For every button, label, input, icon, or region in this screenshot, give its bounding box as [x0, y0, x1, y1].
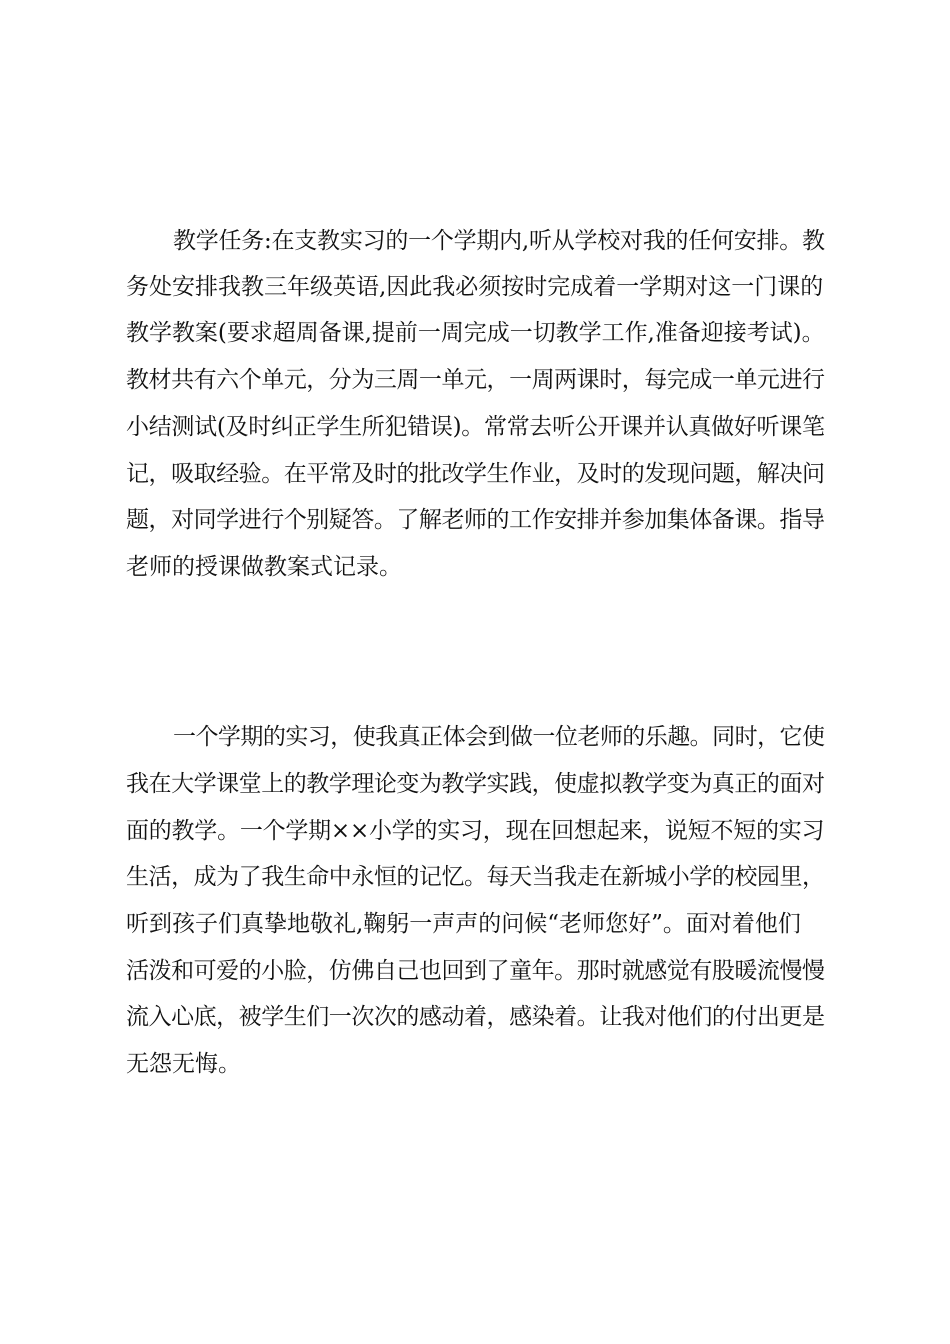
paragraph-line: 听到孩子们真挚地敬礼,鞠躬一声声的问候“老师您好”。面对着他们 [126, 911, 801, 937]
paragraph-line: 生活，成为了我生命中永恒的记忆。每天当我走在新城小学的校园里， [126, 864, 825, 890]
paragraph-line: 教学教案(要求超周备课,提前一周完成一切教学工作,准备迎接考试)。 [126, 320, 825, 346]
paragraph-line: 老师的授课做教案式记录。 [126, 554, 402, 580]
paragraph-line: 我在大学课堂上的教学理论变为教学实践，使虚拟教学变为真正的面对 [126, 771, 825, 797]
paragraph-line: 无怨无悔。 [126, 1051, 241, 1077]
paragraph-line: 教材共有六个单元，分为三周一单元，一周两课时，每完成一单元进行 [126, 367, 825, 393]
paragraph-line: 题，对同学进行个别疑答。了解老师的工作安排并参加集体备课。指导 [126, 507, 825, 533]
paragraph-line: 流入心底，被学生们一次次的感动着，感染着。让我对他们的付出更是 [126, 1004, 825, 1030]
paragraph-line: 教学任务:在支教实习的一个学期内,听从学校对我的任何安排。教 [173, 228, 825, 254]
paragraph-line: 面的教学。一个学期××小学的实习，现在回想起来，说短不短的实习 [126, 818, 825, 844]
paragraph-line: 记，吸取经验。在平常及时的批改学生作业，及时的发现问题，解决问 [126, 461, 825, 487]
paragraph-line: 务处安排我教三年级英语,因此我必须按时完成着一学期对这一门课的 [126, 274, 824, 300]
paragraph-line: 活泼和可爱的小脸，仿佛自己也回到了童年。那时就感觉有股暖流慢慢 [126, 958, 825, 984]
paragraph-line: 小结测试(及时纠正学生所犯错误)。常常去听公开课并认真做好听课笔 [126, 414, 825, 440]
paragraph-line: 一个学期的实习，使我真正体会到做一位老师的乐趣。同时，它使 [173, 724, 825, 750]
